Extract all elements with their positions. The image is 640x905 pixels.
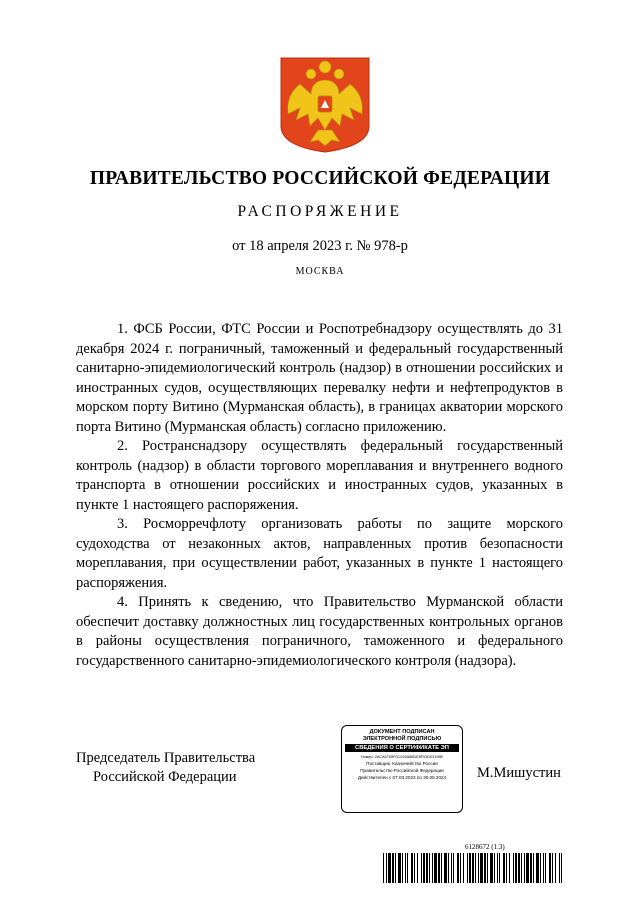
stamp-serial: Номер: 2ACA0765F0C025A68DE8F03D03198E xyxy=(360,755,444,759)
government-title: ПРАВИТЕЛЬСТВО РОССИЙСКОЙ ФЕДЕРАЦИИ xyxy=(89,168,551,189)
document-body xyxy=(76,320,563,671)
stamp-line-1: ДОКУМЕНТ ПОДПИСАН xyxy=(369,729,435,735)
paragraph-2: 2. Ространснадзору осуществлять федеральный государственный контроль (надзор) в области торгового мореплавания и внутреннего водного транспорта в отношении российских и иностранных судов, указанных в пункте 1 настоящего распоряжения. xyxy=(76,438,563,513)
paragraph-1: 1. ФСБ России, ФТС России и Роспотребнадзору осуществлять до 31 декабря 2024 г. пограничный, таможенный и федеральный государственный санитарно-эпидемиологический контроль (надзор) в отношении российских и иностранных судов, осуществляющих перевалку нефти и нефтепродуктов в морском порту Витино (Мурманская область), в границах акватории морского порта Витино (Мурманская область) согласно приложению. xyxy=(76,321,563,435)
document-city: МОСКВА xyxy=(295,266,345,277)
paragraph-4: 4. Принять к сведению, что Правительство Мурманской области обеспечит доставку должностных лиц государственных контрольных органов в районы осуществления пограничного, таможенного и федерального государственного санитарно-эпидемиологического контроля (надзора). xyxy=(76,594,563,669)
document-date-number: от 18 апреля 2023 г. № 978-р xyxy=(232,238,408,254)
document-type: РАСПОРЯЖЕНИЕ xyxy=(237,203,403,220)
registration-code: 6128672 (1.3) xyxy=(465,843,505,851)
russian-coat-of-arms-icon xyxy=(278,56,372,154)
signatory-role-line-2: Российской Федерации xyxy=(93,769,237,785)
stamp-issuer-2: Правительство Российской Федерации xyxy=(360,768,444,773)
signatory-name: М.Мишустин xyxy=(477,765,561,781)
barcode-icon xyxy=(383,853,562,883)
electronic-signature-stamp xyxy=(341,725,463,813)
stamp-validity: Действителен с 07.03.2023 по 30.05.2024 xyxy=(357,775,447,780)
stamp-issuer-1: Поставщик: Казначейство России xyxy=(366,761,438,766)
paragraph-3: 3. Росморречфлоту организовать работы по защите морского судоходства от незаконных актов, направленных против безопасности мореплавания, при осуществлении работ, указанных в пункте 1 настоящего распоряжения. xyxy=(76,516,563,591)
stamp-certificate-header: СВЕДЕНИЯ О СЕРТИФИКАТЕ ЭП xyxy=(345,744,459,752)
signatory-role xyxy=(76,749,255,787)
signatory-role-line-1: Председатель Правительства xyxy=(76,750,256,766)
stamp-line-2: ЭЛЕКТРОННОЙ ПОДПИСЬЮ xyxy=(362,736,442,742)
